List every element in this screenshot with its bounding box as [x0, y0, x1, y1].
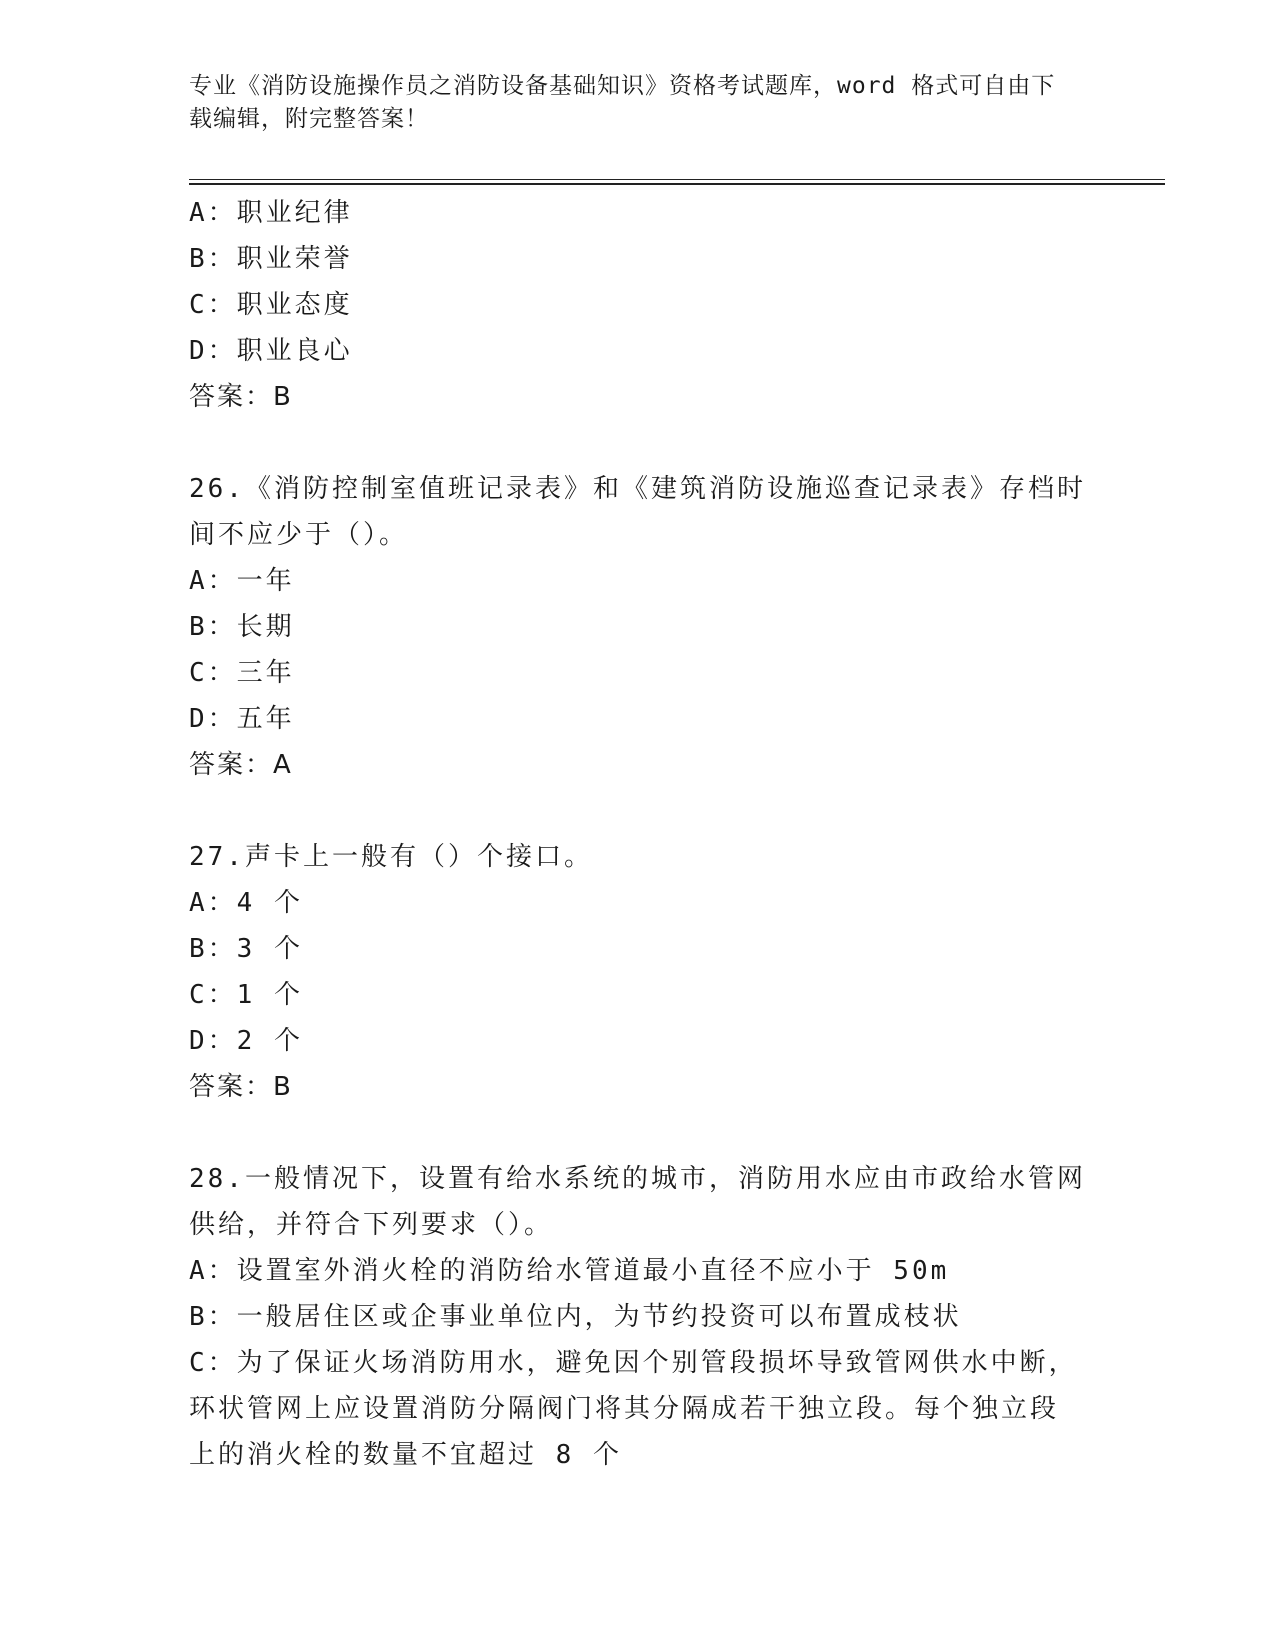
spacer	[189, 788, 1089, 834]
question-stem-line-1: 27.声卡上一般有（）个接口。	[189, 842, 593, 872]
header-line-2: 载编辑，附完整答案！	[189, 106, 429, 132]
header-line-1: 专业《消防设施操作员之消防设备基础知识》资格考试题库，word 格式可自由下	[189, 73, 1056, 99]
question-28	[189, 1156, 1089, 1478]
question-27	[189, 834, 1089, 1110]
header-divider-thin	[189, 179, 1165, 180]
option-c-line-1: C：为了保证火场消防用水，避免因个别管段损坏导致管网供水中断，	[189, 1348, 1078, 1378]
option-d: D：2 个	[189, 1026, 303, 1056]
option-b: B：3 个	[189, 934, 303, 964]
answer-label: 答案：A	[189, 750, 293, 780]
answer-label: 答案：B	[189, 1072, 293, 1102]
header-divider-thick	[189, 183, 1165, 185]
option-a: A：职业纪律	[189, 198, 353, 228]
answer-label: 答案：B	[189, 382, 293, 412]
option-a: A：4 个	[189, 888, 303, 918]
option-d: D：五年	[189, 704, 295, 734]
document-header	[189, 70, 1089, 136]
question-stem-line-1: 26.《消防控制室值班记录表》和《建筑消防设施巡查记录表》存档时	[189, 474, 1086, 504]
option-c: C：职业态度	[189, 290, 353, 320]
question-26	[189, 466, 1089, 788]
option-d: D：职业良心	[189, 336, 353, 366]
question-stem-line-1: 28.一般情况下，设置有给水系统的城市，消防用水应由市政给水管网	[189, 1164, 1086, 1194]
option-a: A：一年	[189, 566, 295, 596]
question-stem-line-2: 供给，并符合下列要求（）。	[189, 1210, 554, 1240]
spacer	[189, 1110, 1089, 1156]
option-c: C：1 个	[189, 980, 303, 1010]
question-stem-line-2: 间不应少于（）。	[189, 520, 409, 550]
option-c-line-3: 上的消火栓的数量不宜超过 8 个	[189, 1440, 622, 1470]
question-body	[189, 190, 1089, 1478]
spacer	[189, 420, 1089, 466]
option-a: A：设置室外消火栓的消防给水管道最小直径不应小于 50m	[189, 1256, 950, 1286]
question-25	[189, 190, 1089, 420]
option-c-line-2: 环状管网上应设置消防分隔阀门将其分隔成若干独立段。每个独立段	[189, 1394, 1060, 1424]
option-c: C：三年	[189, 658, 295, 688]
option-b: B：职业荣誉	[189, 244, 353, 274]
option-b: B：一般居住区或企事业单位内，为节约投资可以布置成枝状	[189, 1302, 962, 1332]
option-b: B：长期	[189, 612, 295, 642]
